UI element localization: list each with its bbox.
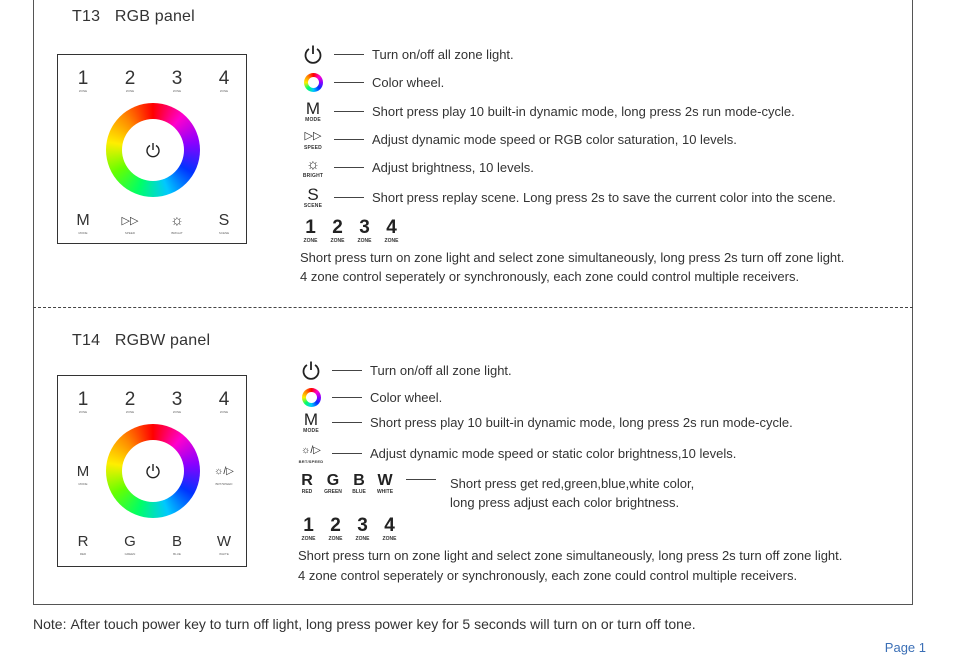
t14-panel-red: R RED [77,533,89,556]
red-key: R RED [301,472,313,495]
power-icon [303,44,323,64]
blue-key: B BLUE [352,472,366,495]
t14-model: T14 [72,332,101,349]
color-wheel-icon [302,388,321,407]
zone-4-key: 4 ZONE [382,515,397,542]
green-key: G GREEN [324,472,342,495]
t13-legend-brightness: ☼ BRIGHT Adjust brightness, 10 levels. [300,155,534,179]
footer-note [33,616,696,632]
t14-panel-illustration [57,375,247,567]
t13-name: RGB panel [114,8,195,25]
t14-name: RGBW panel [114,332,211,349]
zone-3-key: 3 ZONE [355,515,370,542]
t14-rgbw-keys [294,472,444,495]
zone-1-key: 1 ZONE [301,515,316,542]
power-icon [301,360,321,380]
t13-legend-color-wheel: Color wheel. [300,70,444,94]
zone-2-key: 2 ZONE [330,217,345,244]
t14-panel-white: W WHITE [216,533,232,556]
zone-4-key: 4 ZONE [384,217,399,244]
t14-legend-power: Turn on/off all zone light. [298,358,512,382]
page-number: Page 1 [884,640,926,655]
color-wheel-icon [304,73,323,92]
t14-panel-zone-4: 4 ZONE [218,389,230,414]
power-icon [145,142,161,158]
t13-title [72,8,195,26]
t13-panel-zone-2: 2 ZONE [124,68,136,93]
t13-panel-zone-1: 1 ZONE [77,68,89,93]
white-key: W WHITE [376,472,394,495]
note-text: After touch power key to turn off light, long press power key for 5 seconds will turn on or turn off tone. [70,616,696,632]
t13-model: T13 [72,8,101,25]
t14-panel-zone-2: 2 ZONE [124,389,136,414]
t13-panel-illustration [57,54,247,244]
speed-icon: ▷▷ SPEED [304,129,322,151]
zone-1-key: 1 ZONE [303,217,318,244]
t14-panel-color-wheel [106,424,200,518]
t13-zone-keys [297,218,405,244]
t14-zone-description-1: Short press turn on zone light and select zone simultaneously, long press 2s turn off zone light. [298,548,843,563]
t14-rgbw-description-2: long press adjust each color brightness. [450,495,680,510]
t14-zone-description-2: 4 zone control seperately or synchronously, each zone could control multiple receivers. [298,568,798,583]
t13-panel-zone-4: 4 ZONE [218,68,230,93]
t14-panel-zone-3: 3 ZONE [171,389,183,414]
power-icon [145,463,161,479]
t14-panel-blue: B BLUE [171,533,182,556]
section-divider [33,307,913,308]
t14-legend-brt-speed: ☼/▷ BRT/SPEED Adjust dynamic mode speed or static color brightness,10 levels. [298,441,736,465]
t13-legend-speed: ▷▷ SPEED Adjust dynamic mode speed or RGB color saturation, 10 levels. [300,127,737,151]
t14-panel-brt-speed: ☼/▷ BRT/SPEED [214,466,234,486]
t13-panel-speed: ▷▷ SPEED [121,215,139,235]
mode-icon: M MODE [303,409,319,434]
t13-zone-description-2: 4 zone control seperately or synchronously, each zone could control multiple receivers. [300,269,800,284]
zone-3-key: 3 ZONE [357,217,372,244]
scene-icon: S SCENE [303,184,323,209]
t13-panel-color-wheel [106,103,200,197]
t13-legend-power: Turn on/off all zone light. [300,42,514,66]
t13-panel-mode: M MODE [76,212,90,235]
t14-legend-color-wheel: Color wheel. [298,385,442,409]
t13-legend-mode: M MODE Short press play 10 built-in dynamic mode, long press 2s run mode-cycle. [300,99,795,123]
mode-icon: M MODE [305,98,321,123]
t13-zone-description-1: Short press turn on zone light and select zone simultaneously, long press 2s turn off zone light. [300,250,845,265]
note-label: Note: [33,616,67,632]
t14-panel-mode: M MODE [76,463,90,486]
t14-legend-mode: M MODE Short press play 10 built-in dynamic mode, long press 2s run mode-cycle. [298,410,793,434]
t13-panel-zone-3: 3 ZONE [171,68,183,93]
brightness-icon: ☼ BRIGHT [302,155,324,179]
t13-panel-scene: S SCENE [218,212,230,235]
t14-title [72,332,210,350]
t13-legend-scene: S SCENE Short press replay scene. Long press 2s to save the current color into the scene. [300,185,836,209]
t13-panel-bright: ☼ BRIGHT [170,212,184,235]
t14-zone-keys [295,516,403,542]
t14-panel-green: G GREEN [124,533,136,556]
t14-panel-zone-1: 1 ZONE [77,389,89,414]
brt-speed-icon: ☼/▷ BRT/SPEED [298,444,324,464]
zone-2-key: 2 ZONE [328,515,343,542]
t14-rgbw-description-1: Short press get red,green,blue,white color, [450,476,695,491]
